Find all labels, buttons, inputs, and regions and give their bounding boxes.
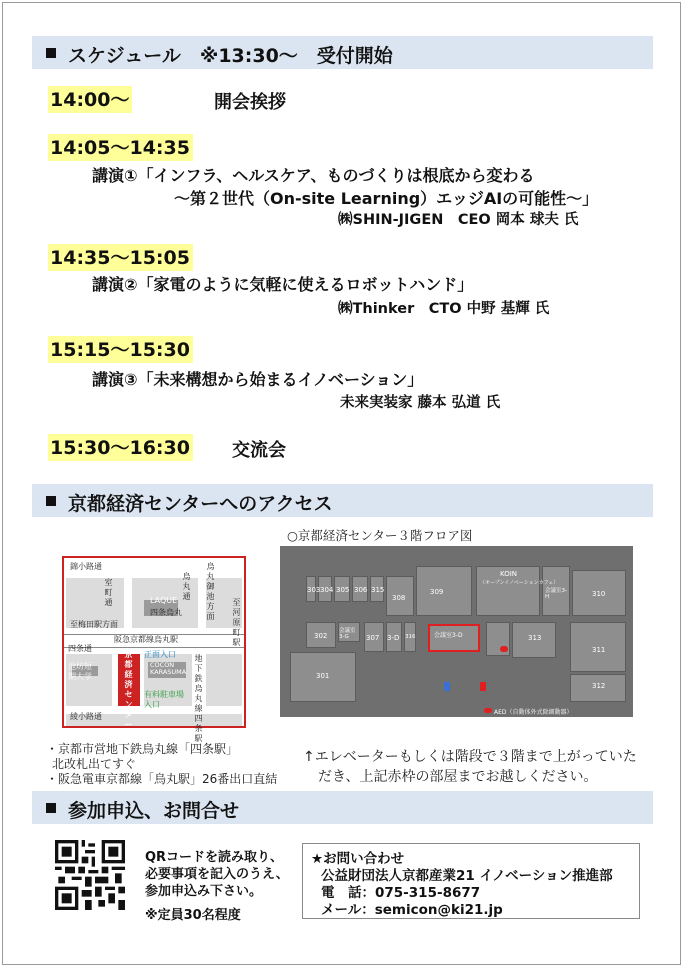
room-316: 316 [405,634,416,640]
map-cocon: COCON KARASUMA [150,661,187,676]
map-main-entrance: 正面入口 [144,650,176,659]
access-heading: 京都経済センターへのアクセス [68,493,333,515]
networking-title: 交流会 [232,440,286,461]
room-306: 306 [354,586,368,594]
map-karasuma: 烏丸通 [182,572,191,601]
room-308: 308 [392,594,406,602]
schedule-heading: スケジュール ※13:30～ 受付開始 [68,45,393,67]
route-subway: ・京都市営地下鉄烏丸線「四条駅」 [46,742,239,756]
elevator-note-1: ↑エレベーターもしくは階段で３階まで上がっていた [303,749,637,765]
room-301: 301 [316,672,330,680]
room-koin: KOIN [500,570,518,578]
route-hankyu: ・阪急電車京都線「烏丸駅」26番出口直結 [46,772,278,786]
room-311: 311 [592,646,606,654]
map-ayanokoji: 綾小路通 [70,712,102,721]
restroom-icon [444,682,450,691]
map-laque: LAQUE [150,596,178,605]
lecture2-speaker: ㈱Thinker CTO 中野 基輝 氏 [338,301,550,317]
contact-email[interactable]: メール：semicon@ki21.jp [321,902,503,918]
room-313: 313 [528,634,542,642]
map-nishikikoji: 錦小路通 [70,562,102,571]
apply-header [32,791,653,824]
lecture2-title: 講演②「家電のように気軽に使えるロボットハンド」 [92,275,474,294]
time-slot-1: 14:00～ [48,86,132,113]
lecture1-subtitle: ～第２世代（On-site Learning）エッジAIの可能性～」 [174,189,599,208]
access-header [32,484,653,517]
square-bullet-icon [46,803,56,813]
time-slot-4: 15:15～15:30 [48,336,193,363]
contact-organization: 公益財団法人京都産業21 イノベーション推進部 [321,868,613,884]
capacity-note: ※定員30名程度 [145,908,241,923]
map-shijo-dori: 四条通 [68,644,92,653]
lecture3-title: 講演③「未来構想から始まるイノベーション」 [92,370,424,389]
map-umeda: 至梅田駅方面 [70,620,118,629]
aed-marker-icon [500,646,508,652]
contact-title: ★お問い合わせ [311,851,405,867]
room-3d: 3-D [387,634,400,642]
apply-heading: 参加申込、お問合せ [68,800,240,822]
room-302: 302 [314,632,328,640]
map-ikenobo: 池坊短期大学 [68,662,92,681]
map-parking: 有料駐車場入口 [144,690,184,709]
opening-title: 開会挨拶 [214,92,286,113]
qr-instruction-2: 必要事項を記入のうえ、 [145,867,289,882]
map-shijo-karasuma: 四条烏丸 [150,608,182,617]
room-312: 312 [592,682,606,690]
map-subway: 地下鉄烏丸線四条駅 [194,654,203,743]
aed-legend-icon [484,708,492,713]
square-bullet-icon [46,48,56,58]
map-muromachi: 室町通 [104,578,113,607]
time-slot-3: 14:35～15:05 [48,244,193,271]
room-309: 309 [430,588,444,596]
room-315: 315 [371,586,385,594]
room-3g: 会議室3-G [339,628,356,640]
time-slot-5: 15:30～16:30 [48,434,193,461]
qr-instruction-1: QRコードを読み取り、 [145,850,284,865]
schedule-header [32,36,653,69]
lecture1-speaker: ㈱SHIN-JIGEN CEO 岡本 球夫 氏 [338,212,579,228]
map-center: 京都経済センター [124,650,133,729]
room-3h: 会議室3-H [545,588,567,600]
contact-box [302,843,640,919]
map-hankyu: 阪急京都線烏丸駅 [114,635,178,644]
qr-instruction-3: 参加申込み下さい。 [145,884,263,899]
room-310: 310 [592,590,606,598]
room-303: 303 [307,586,321,594]
contact-phone[interactable]: 電 話：075-315-8677 [321,885,481,901]
room-307: 307 [366,634,380,642]
time-slot-2: 14:05～14:35 [48,134,193,161]
target-room-label: 会議室3-D [434,632,463,639]
map-kawaramachi: 至河原町駅 [232,598,241,647]
restroom-icon [480,682,486,691]
lecture3-speaker: 未来実装家 藤本 弘道 氏 [340,395,501,411]
room-305: 305 [336,586,350,594]
square-bullet-icon [46,496,56,506]
elevator-note-2: だき、上記赤枠の部屋までお越しください。 [318,769,598,785]
qr-code-icon[interactable] [55,840,125,910]
lecture1-title: 講演①「インフラ、ヘルスケア、ものづくりは根底から変わる [92,166,535,185]
room-304: 304 [320,586,334,594]
route-subway-exit: 北改札出てすぐ [52,757,137,771]
map-karasuma-oike: 烏丸御池方面 [206,562,215,621]
aed-legend: AED（自動体外式除細動器） [494,709,573,716]
room-koin-sub: （オープンイノベーションカフェ） [480,580,559,586]
street-map [62,556,246,743]
floor-plan [280,546,633,717]
floor-caption: ○京都経済センター３階フロア図 [287,528,473,543]
